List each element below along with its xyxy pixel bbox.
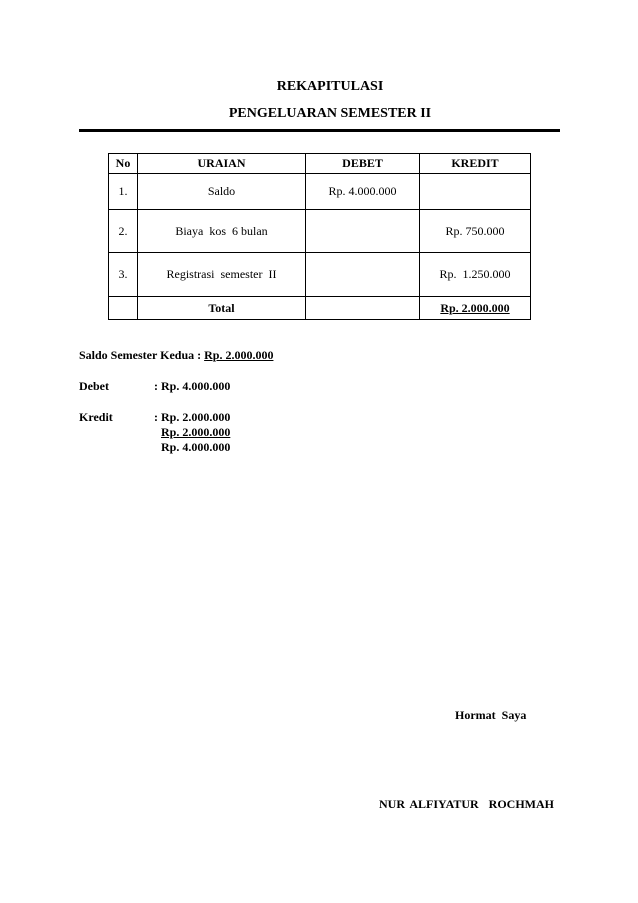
- debet-label: Debet: [79, 379, 109, 393]
- header-kredit: KREDIT: [420, 154, 531, 174]
- kredit-subtotal: Rp. 2.000.000: [161, 425, 231, 439]
- table-row: [109, 253, 531, 297]
- saldo-line: [79, 348, 273, 363]
- saldo-value: Rp. 2.000.000: [204, 348, 274, 362]
- header-debet: DEBET: [306, 154, 420, 174]
- cell-uraian: Saldo: [138, 174, 306, 210]
- cell-debet: [306, 297, 420, 320]
- cell-no: 3.: [109, 253, 138, 297]
- total-label: Total: [138, 297, 306, 320]
- table-row: [109, 210, 531, 253]
- cell-debet: [306, 253, 420, 297]
- rekap-table: [108, 153, 531, 320]
- table-row: [109, 174, 531, 210]
- header-uraian: URAIAN: [138, 154, 306, 174]
- saldo-label: Saldo Semester Kedua :: [79, 348, 202, 362]
- kredit-value: : Rp. 2.000.000: [154, 410, 231, 424]
- table-header-row: [109, 154, 531, 174]
- cell-kredit: Rp. 750.000: [420, 210, 531, 253]
- kredit-total: Rp. 4.000.000: [161, 440, 231, 454]
- page-subtitle: PENGELUARAN SEMESTER II: [228, 106, 432, 121]
- kredit-label: Kredit: [79, 410, 113, 424]
- total-kredit: Rp. 2.000.000: [420, 297, 531, 320]
- cell-no: 2.: [109, 210, 138, 253]
- table-total-row: [109, 297, 531, 320]
- cell-no: 1.: [109, 174, 138, 210]
- title-divider: [79, 129, 560, 132]
- cell-debet: [306, 210, 420, 253]
- signer-name: NUR ALFIYATUR ROCHMAH: [379, 797, 555, 811]
- page-title: REKAPITULASI: [276, 79, 384, 94]
- debet-value: : Rp. 4.000.000: [154, 379, 231, 393]
- header-no: No: [109, 154, 138, 174]
- cell-kredit: [420, 174, 531, 210]
- cell-uraian: Biaya kos 6 bulan: [138, 210, 306, 253]
- cell-kredit: Rp. 1.250.000: [420, 253, 531, 297]
- cell-no: [109, 297, 138, 320]
- cell-uraian: Registrasi semester II: [138, 253, 306, 297]
- cell-debet: Rp. 4.000.000: [306, 174, 420, 210]
- closing-text: Hormat Saya: [455, 708, 527, 722]
